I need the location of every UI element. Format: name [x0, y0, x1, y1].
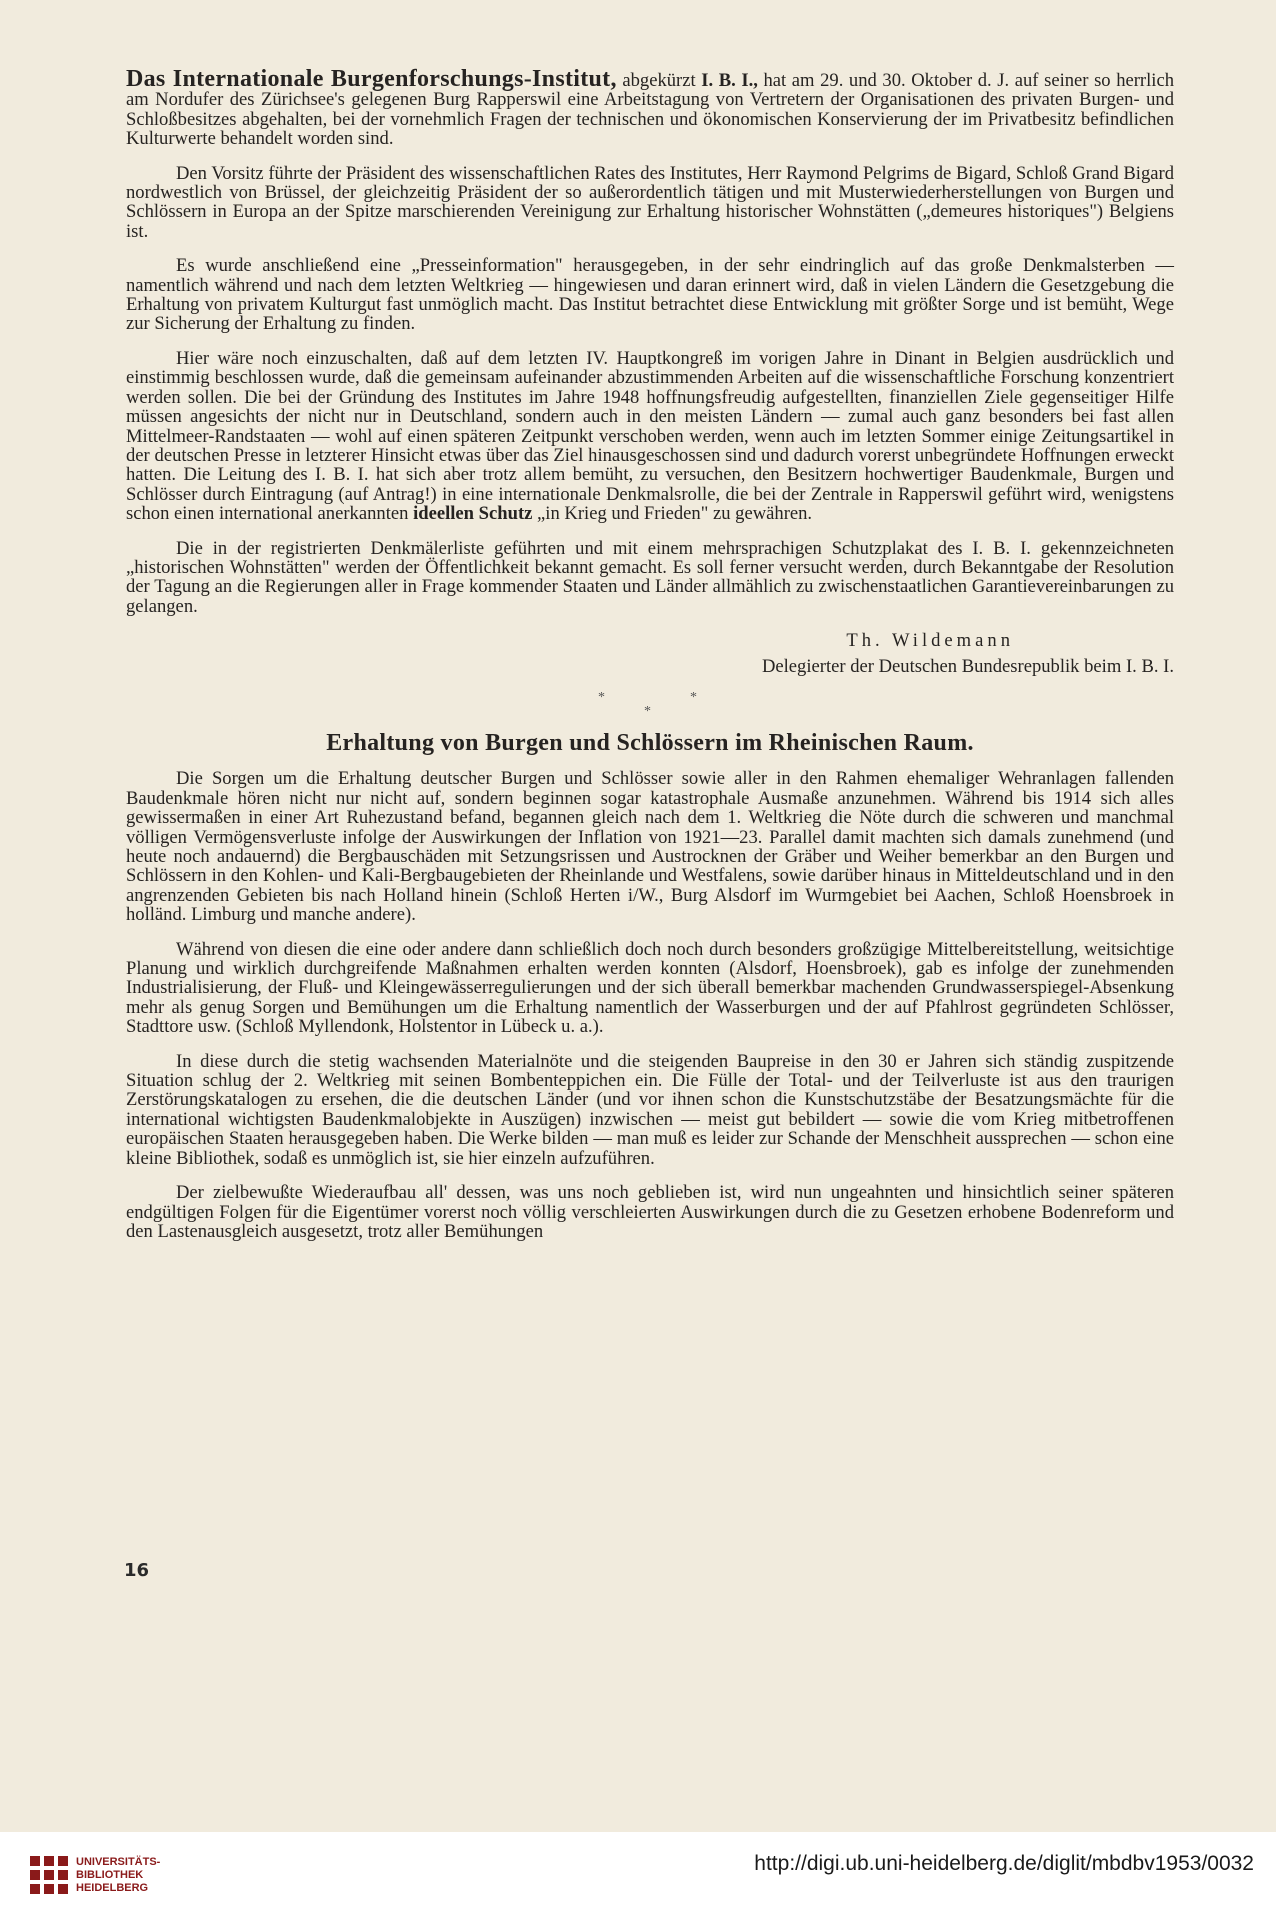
footer-bar — [0, 1832, 1276, 1916]
article1-title: Das Internationale Burgenforschungs-Institut, — [126, 66, 617, 92]
article1-p1-text: hat am 29. und 30. Oktober d. J. auf seiner so herrlich am Nordufer des Zürichsee's gelegenen Burg Rapperswil eine Arbeitstagung von Vertretern der Organisationen des privaten Burgen- und Schloßbesitzes abgehalten, bei der vornehmlich Fragen der technischen und ökonomischen Konservierung der im Privatbesitz befindlichen Kulturwerte behandelt worden sind. — [126, 70, 1175, 150]
asterism-star-left: * — [598, 689, 605, 705]
article2-paragraph-2: Während von diesen die eine oder andere dann schließlich doch noch durch besonders großzügige Mittelbereitstellung, weitsichtige Planung und wirklich durchgreifende Maßnahmen erhalten werden konnten (Alsdorf, Hoensbroek), gab es infolge der zunehmenden Industrialisierung, der Fluß- und Kleingewässerregulierungen und der sich überall bemerkbar machenden Grundwasserspiegel-Absenkung mehr als genug Sorgen und Bemühungen um die Erhaltung namentlich der Wasserburgen und der auf Pfahlrost gegründeten Schlösser, Stadttore usw. (Schloß Myllendonk, Holstentor in Lübeck u. a.). — [126, 938, 1174, 1038]
source-url-link[interactable]: http://digi.ub.uni-heidelberg.de/diglit/mbdbv1953/0032 — [754, 1852, 1254, 1875]
article1-p4-text-a: Hier wäre noch einzuschalten, daß auf dem letzten IV. Hauptkongreß im vorigen Jahre in Dinant in Belgien ausdrücklich und einstimmig beschlossen wurde, daß die gemeinsam aufeinander abzustimmenden Arbeiten auf die wissenschaftliche Forschung konzentriert werden sollen. Die bei der Gründung des Institutes im Jahre 1948 hoffnungsfreudig aufgestellten, finanziellen Ziele gegenseitiger Hilfe müssen angesichts der nicht nur in Deutschland, sondern auch in den meisten Ländern — zumal auch ganz besonders bei fast allen Mittelmeer-Randstaaten — wohl auf einen späteren Zeitpunkt verschoben werden, wenn auch im letzten Sommer einige Zeitungsartikel in der deutschen Presse in letzterer Hinsicht etwas über das Ziel hinausgeschossen sind und dadurch vorerst unbegründete Hoffnungen erweckt hatten. Die Leitung des I. B. I. hat sich aber trotz allem bemüht, zu versuchen, den Besitzern hochwertiger Baudenkmale, Burgen und Schlösser durch Eintragung (auf Antrag!) in eine internationale Denkmalsrolle, die bei der Zentrale in Rapperswil geführt wird, wenigstens schon einen international anerkannten — [126, 347, 1174, 525]
library-logo-icon — [28, 1852, 70, 1896]
article1-paragraph-3: Es wurde anschließend eine „Presseinformation" herausgegeben, in der sehr eindringlich auf das große Denkmalsterben — namentlich während und nach dem letzten Weltkrieg — hingewiesen und daran erinnert wird, daß in vielen Ländern die Gesetzgebung die Erhaltung von privatem Kulturgut fast unmöglich macht. Das Institut betrachtet diese Entwicklung mit größter Sorge und ist bemüht, Wege zur Sicherung der Erhaltung zu finden. — [126, 255, 1174, 335]
library-logo-text — [76, 1856, 160, 1895]
article1-paragraph-4 — [126, 349, 1174, 524]
article2-paragraph-3: In diese durch die stetig wachsenden Materialnöte und die steigenden Baupreise in den 30 er Jahren sich ständig zuspitzende Situation schlug der 2. Weltkrieg mit seinen Bombenteppichen ein. Die Fülle der Total- und der Teilverluste ist aus den traurigen Zerstörungskatalogen zu ersehen, die die deutschen Länder (und vor ihnen schon die Kunstschutzstäbe der Besatzungsmächte für die international wichtigsten Baudenkmalobjekte in Auszügen) inzwischen — meist gut bebildert — sowie die vom Krieg mitbetroffenen europäischen Staaten herausgegeben haben. Die Werke bilden — man muß es leider zur Schande der Menschheit aussprechen — schon eine kleine Bibliothek, sodaß es unmöglich ist, sie hier einzeln aufzuführen. — [126, 1050, 1174, 1169]
logo-line-3: HEIDELBERG — [76, 1882, 149, 1894]
asterism-star-bottom: * — [644, 703, 651, 719]
article2-paragraph-4: Der zielbewußte Wiederaufbau all' dessen, was uns noch geblieben ist, wird nun ungeahnten und hinsichtlich seiner späteren endgültigen Folgen für die Eigentümer vorerst noch völlig verschleierten Auswirkungen durch die zu Gesetzen erhobene Bodenreform und den Lastenausgleich ausgesetzt, trotz aller Bemühungen — [126, 1182, 1174, 1242]
article1-p4-text-b: „in Krieg und Frieden" zu gewähren. — [537, 503, 813, 525]
article1-paragraph-2: Den Vorsitz führte der Präsident des wissenschaftlichen Rates des Institutes, Herr Raymond Pelgrims de Bigard, Schloß Grand Bigard nordwestlich von Brüssel, der gleichzeitig Präsident der so außerordentlich tätigen und mit Musterwiederherstellungen von Burgen und Schlössern in Europa an der Spitze marschierenden Vereinigung zur Erhaltung historischer Wohnstätten („demeures historiques") Belgiens ist. — [126, 162, 1174, 242]
logo-line-1: UNIVERSITÄTS- — [76, 1856, 161, 1868]
signature-block — [126, 631, 1174, 676]
signature-role: Delegierter der Deutschen Bundesrepublik beim I. B. I. — [761, 655, 1174, 677]
page-number: 16 — [124, 1560, 150, 1581]
logo-line-2: BIBLIOTHEK — [76, 1869, 144, 1881]
page-content — [126, 66, 1175, 1256]
article2-paragraph-1: Die Sorgen um die Erhaltung deutscher Burgen und Schlösser sowie aller in den Rahmen ehemaliger Wehranlagen fallenden Baudenkmale hören nicht nur nicht auf, sondern beginnen sogar katastrophale Ausmaße anzunehmen. Während bis 1914 sich alles gewissermaßen in einer Art Ruhezustand befand, begannen gleich nach dem 1. Weltkrieg die Nöte durch die schweren und manchmal völligen Vermögensverluste infolge der Auswirkungen der Inflation von 1921—23. Parallel damit machten sich damals zunehmend (und heute noch andauernd) die Bergbauschäden mit Setzungsrissen und Austrocknen der Gräber und Weiher bemerkbar an den Burgen und Schlössern in den Kohlen- und Kali-Bergbaugebieten der Rheinlande und Westfalens, sowie darüber hinaus in Mitteldeutschland und in den angrenzenden Gebieten bis nach Holland hinein (Schloß Herten i/W., Burg Alsdorf im Wurmgebiet bei Aachen, Schloß Hoensbroek in holländ. Limburg und manche andere). — [126, 768, 1174, 926]
signature-name: Th. Wildemann — [846, 630, 1014, 652]
article1-p4-bold: ideellen Schutz — [413, 503, 533, 525]
abbr-intro: abgekürzt — [622, 70, 696, 91]
article1-paragraph-5: Die in der registrierten Denkmälerliste geführten und mit einem mehrsprachigen Schutzplakat des I. B. I. gekennzeichneten „historischen Wohnstätten" werden der Öffentlichkeit bekannt gemacht. Es soll ferner versucht werden, durch Bekanntgabe der Resolution der Tagung an die Regierungen aller in Frage kommender Staaten und Länder allmählich zu zwischenstaatlichen Garantievereinbarungen zu gelangen. — [126, 537, 1174, 617]
article2-title: Erhaltung von Burgen und Schlössern im Rheinischen Raum. — [326, 729, 974, 756]
article1-paragraph-1 — [126, 66, 1175, 150]
abbr: I. B. I., — [701, 70, 758, 91]
asterism-star-right: * — [690, 689, 697, 705]
asterism-divider — [126, 684, 1174, 728]
